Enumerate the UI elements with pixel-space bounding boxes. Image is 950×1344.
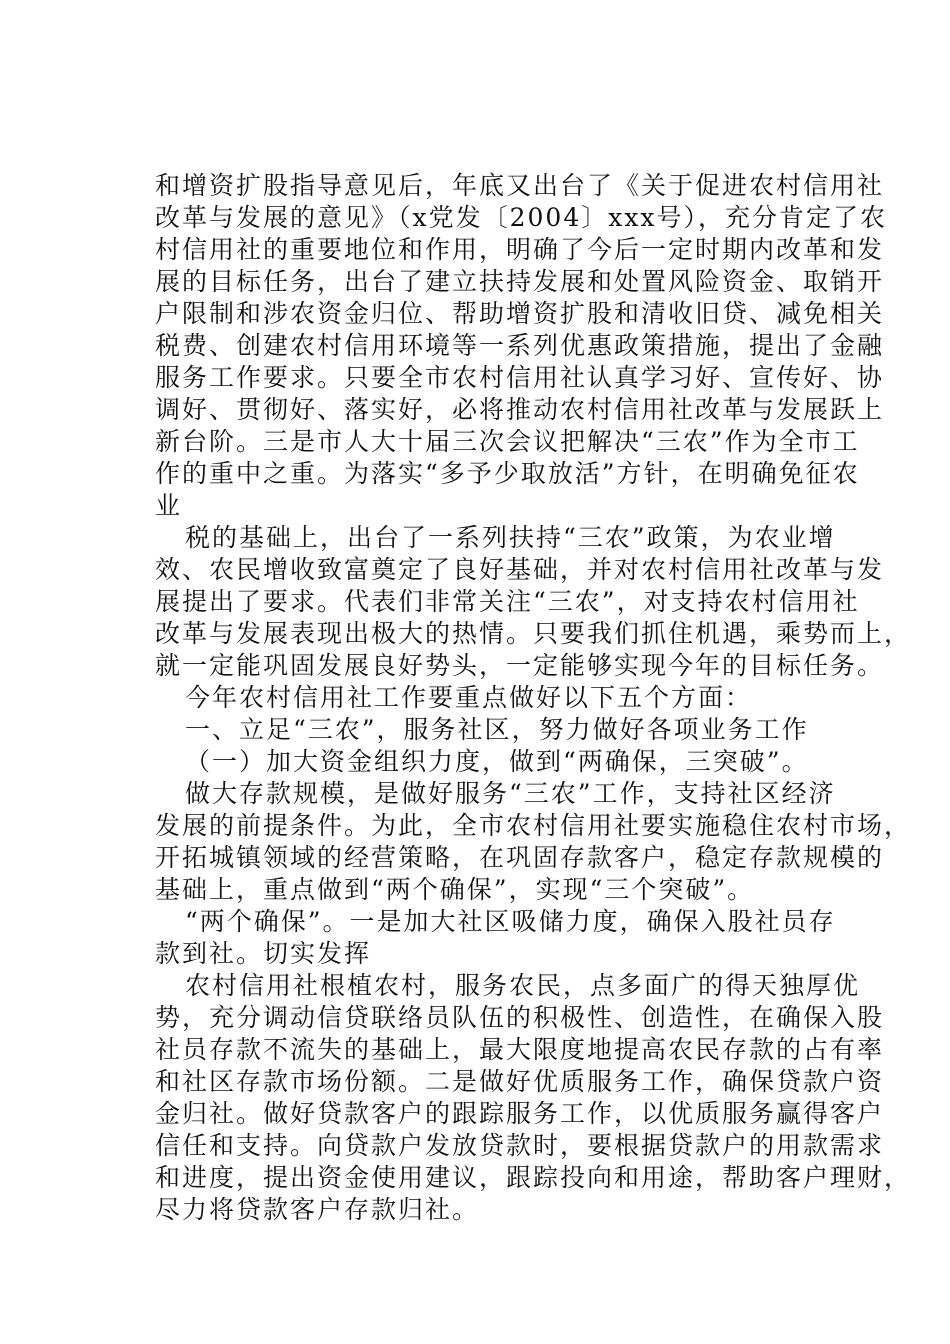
text-line: 作的重中之重。为落实“多予少取放活”方针，在明确免征农 bbox=[155, 459, 860, 488]
text-line: 信任和支持。向贷款户发放贷款时，要根据贷款户的用款需求 bbox=[155, 1131, 885, 1160]
text-line: 基础上，重点做到“两个确保”，实现“三个突破”。 bbox=[155, 875, 755, 904]
text-line: （一）加大资金组织力度，做到“两确保，三突破”。 bbox=[185, 747, 809, 776]
text-line: 展提出了要求。代表们非常关注“三农”，对支持农村信用社 bbox=[155, 587, 860, 616]
text-line: 改革与发展表现出极大的热情。只要我们抓住机遇，乘势而上， bbox=[155, 619, 912, 648]
text-line: 社员存款不流失的基础上，最大限度地提高农民存款的占有率 bbox=[155, 1035, 885, 1064]
body-text bbox=[155, 170, 912, 1226]
text-line: 调好、贯彻好、落实好，必将推动农村信用社改革与发展跃上 bbox=[155, 395, 885, 424]
text-line: 和增资扩股指导意见后，年底又出台了《关于促进农村信用社 bbox=[155, 171, 885, 200]
text-line: 今年农村信用社工作要重点做好以下五个方面： bbox=[185, 683, 753, 712]
text-line: 和社区存款市场份额。二是做好优质服务工作，确保贷款户资 bbox=[155, 1067, 885, 1096]
text-line: “两个确保”。一是加大社区吸储力度，确保入股社员存 bbox=[185, 907, 836, 936]
text-line: 服务工作要求。只要全市农村信用社认真学习好、宣传好、协 bbox=[155, 363, 885, 392]
text-line: 款到社。切实发挥 bbox=[155, 939, 372, 968]
text-line: 税的基础上，出台了一系列扶持“三农”政策，为农业增 bbox=[185, 523, 836, 552]
text-line: 村信用社的重要地位和作用，明确了今后一定时期内改革和发 bbox=[155, 235, 885, 264]
text-line: 和进度，提出资金使用建议，跟踪投向和用途，帮助客户理财， bbox=[155, 1163, 912, 1192]
text-line: 农村信用社根植农村，服务农民，点多面广的得天独厚优 bbox=[185, 971, 861, 1000]
text-line: 新台阶。三是市人大十届三次会议把解决“三农”作为全市工 bbox=[155, 427, 860, 456]
text-line: 做大存款规模，是做好服务“三农”工作，支持社区经济 bbox=[185, 779, 836, 808]
text-line: 户限制和涉农资金归位、帮助增资扩股和清收旧贷、减免相关 bbox=[155, 299, 885, 328]
text-line: 展的目标任务，出台了建立扶持发展和处置风险资金、取销开 bbox=[155, 267, 885, 296]
text-line: 就一定能巩固发展良好势头，一定能够实现今年的目标任务。 bbox=[155, 651, 885, 680]
text-line: 改革与发展的意见》（x党发〔2004〕xxx号），充分肯定了农 bbox=[155, 203, 888, 232]
text-line: 一、立足“三农”，服务社区，努力做好各项业务工作 bbox=[185, 715, 809, 744]
text-line: 发展的前提条件。为此，全市农村信用社要实施稳住农村市场， bbox=[155, 811, 912, 840]
text-line: 税费、创建农村信用环境等一系列优惠政策措施，提出了金融 bbox=[155, 331, 885, 360]
text-line: 业 bbox=[155, 491, 183, 520]
text-line: 开拓城镇领域的经营策略，在巩固存款客户，稳定存款规模的 bbox=[155, 843, 885, 872]
text-line: 效、农民增收致富奠定了良好基础，并对农村信用社改革与发 bbox=[155, 555, 885, 584]
text-line: 势，充分调动信贷联络员队伍的积极性、创造性，在确保入股 bbox=[155, 1003, 885, 1032]
text-line: 金归社。做好贷款客户的跟踪服务工作，以优质服务赢得客户 bbox=[155, 1099, 885, 1128]
text-line: 尽力将贷款客户存款归社。 bbox=[155, 1195, 480, 1224]
